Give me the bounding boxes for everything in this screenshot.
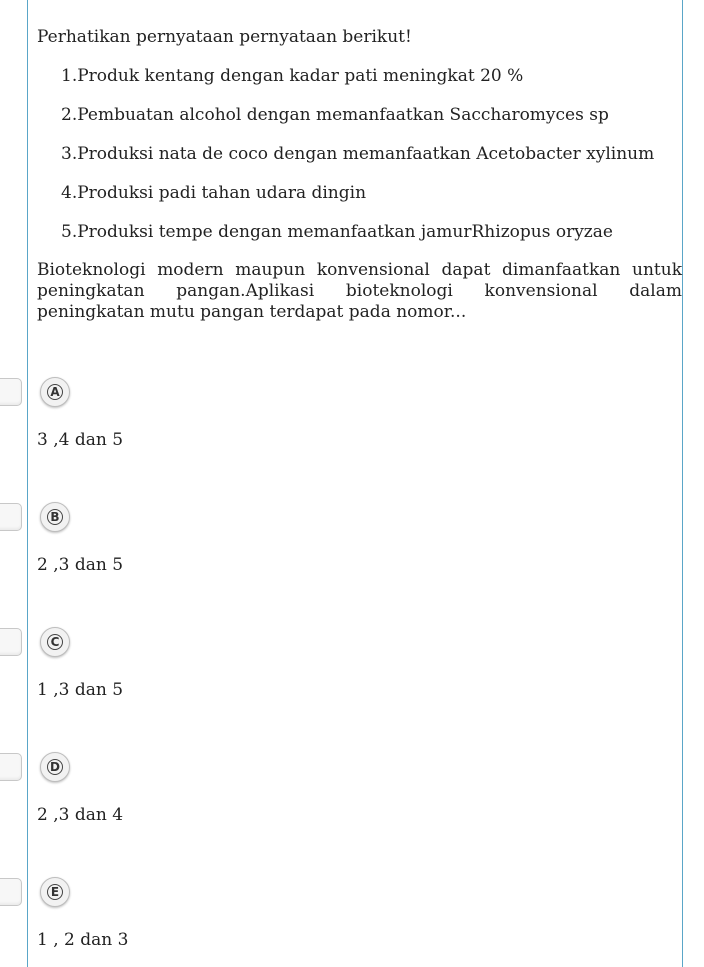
- option-b[interactable]: [0, 503, 704, 583]
- statement-item: 2.Pembuatan alcohol dengan memanfaatkan Saccharomyces sp: [61, 105, 609, 125]
- option-e-letter-badge[interactable]: [40, 877, 70, 907]
- option-e-checkbox[interactable]: [0, 878, 22, 906]
- option-a-letter-badge[interactable]: [40, 377, 70, 407]
- statement-item: 3.Produksi nata de coco dengan memanfaatkan Acetobacter xylinum: [61, 144, 655, 164]
- option-a-checkbox[interactable]: [0, 378, 22, 406]
- option-e[interactable]: [0, 878, 704, 958]
- option-a[interactable]: [0, 378, 704, 458]
- question-block: [37, 26, 682, 323]
- option-d-letter-badge[interactable]: [40, 752, 70, 782]
- option-b-text[interactable]: 2 ,3 dan 5: [37, 555, 124, 575]
- option-e-text[interactable]: 1 , 2 dan 3: [37, 930, 129, 950]
- option-d-text[interactable]: 2 ,3 dan 4: [37, 805, 124, 825]
- question-prompt: Bioteknologi modern maupun konvensional dapat dimanfaatkan untuk peningkatan pangan.Aplikasi bioteknologi konvensional dalam peningkatan mutu pangan terdapat pada nomor...: [37, 260, 682, 322]
- option-d-checkbox[interactable]: [0, 753, 22, 781]
- option-b-letter: B: [47, 509, 63, 525]
- statement-item: 1.Produk kentang dengan kadar pati meningkat 20 %: [61, 66, 524, 86]
- option-b-letter-badge[interactable]: [40, 502, 70, 532]
- statement-list: [37, 65, 682, 243]
- option-c-letter-badge[interactable]: [40, 627, 70, 657]
- option-a-text[interactable]: 3 ,4 dan 5: [37, 430, 124, 450]
- option-b-checkbox[interactable]: [0, 503, 22, 531]
- statement-item: 5.Produksi tempe dengan memanfaatkan jamurRhizopus oryzae: [61, 222, 613, 242]
- question-intro: Perhatikan pernyataan pernyataan berikut!: [37, 27, 412, 47]
- option-c[interactable]: [0, 628, 704, 708]
- option-e-letter: E: [47, 884, 63, 900]
- option-c-checkbox[interactable]: [0, 628, 22, 656]
- option-a-letter: A: [47, 384, 63, 400]
- statement-item: 4.Produksi padi tahan udara dingin: [61, 183, 367, 203]
- option-c-text[interactable]: 1 ,3 dan 5: [37, 680, 124, 700]
- option-d-letter: D: [47, 759, 63, 775]
- option-d[interactable]: [0, 753, 704, 833]
- option-c-letter: C: [47, 634, 63, 650]
